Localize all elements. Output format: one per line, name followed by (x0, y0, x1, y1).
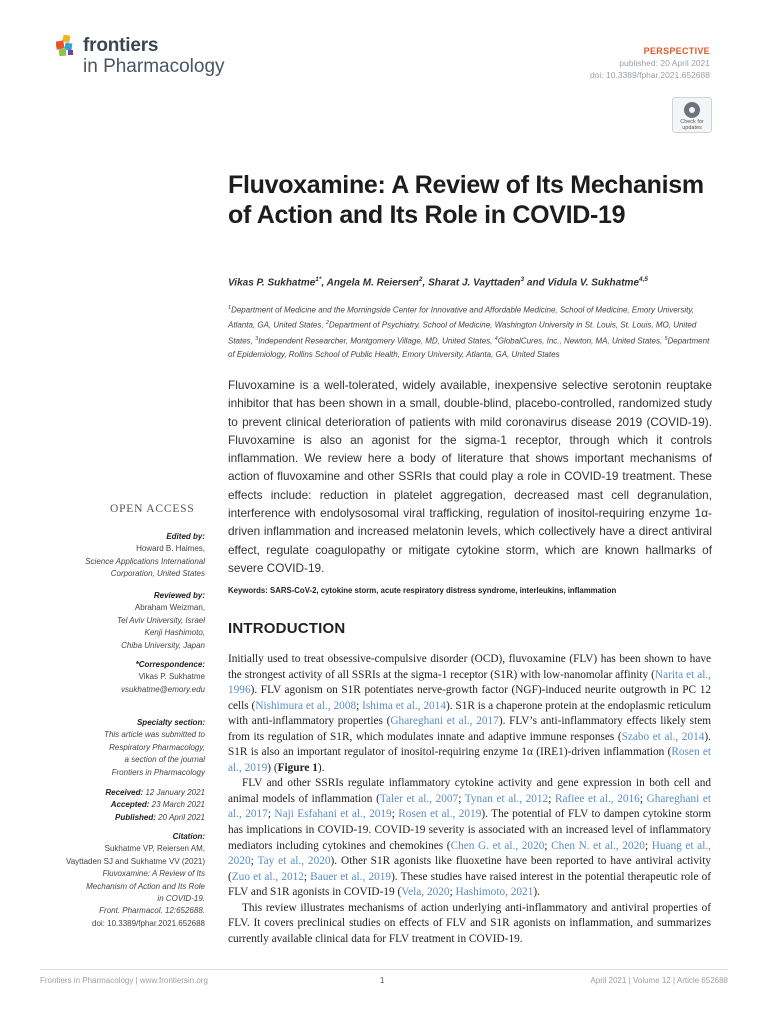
citation-link[interactable]: Nishimura et al., 2008 (255, 699, 357, 712)
received-date: 12 January 2021 (145, 788, 205, 797)
citation-link[interactable]: Bauer et al., 2019 (310, 870, 392, 883)
figure-ref-link[interactable]: Figure 1 (277, 761, 318, 774)
citation-link[interactable]: Ghareghani et al., 2017 (390, 715, 499, 728)
author-sup: 2 (418, 276, 423, 283)
specialty-label: Specialty section: (136, 718, 205, 727)
author-name[interactable]: Angela M. Reiersen (326, 277, 419, 289)
brand-line1: frontiers (83, 35, 159, 56)
brand-line2: in Pharmacology (83, 56, 225, 77)
correspondence-name: Vikas P. Sukhatme (138, 672, 205, 682)
keywords (228, 586, 712, 595)
affiliation: Department of Epidemiology, Rollins School of Public Health, Emory University, Atlanta, GA, United States (228, 336, 710, 360)
paragraph: Initially used to treat obsessive-compulsive disorder (OCD), fluvoxamine (FLV) has been shown to have the strongest activity of all SSRIs at the sigma-1 receptor (S1R) with low-nanomolar affinity (Narita et al., 1996). FLV agonism on S1R potentiates nerve-growth factor (NGF)-induced neurite outgrowth in PC 12 cells (Nishimura et al., 2008; Ishima et al., 2014). S1R is a chaperone protein at the endoplasmic reticulum with anti-inflammatory properties (Ghareghani et al., 2017). FLV’s anti-inflammatory effects likely stem from its regulation of S1R, which modulates innate and adaptive immune responses (Szabo et al., 2014). S1R is also an important regulator of inositol-requiring enzyme 1α (IRE1)-driven inflammation (Rosen et al., 2019) (Figure 1). (228, 653, 712, 774)
affil-sup: 3 (255, 335, 259, 342)
citation-link[interactable]: Hashimoto, 2021 (455, 886, 534, 899)
keywords-list: SARS-CoV-2, cytokine storm, acute respiratory distress syndrome, interleukins, inflammation (270, 586, 617, 595)
article-meta (590, 45, 710, 81)
editor-line: Science Applications International (85, 556, 205, 566)
reviewer-line: Kenji Hashimoto, (144, 628, 205, 638)
abstract: Fluvoxamine is a well-tolerated, widely available, inexpensive selective serotonin reuptake inhibitor that has been shown in a small, double-blind, placebo-controlled, randomized study to prevent clinical deterioration of patients with mild coronavirus disease 2019 (COVID-19). Fluvoxamine is also an agonist for the sigma-1 receptor, through which it controls inflammation. We review here a body of literature that shows important mechanisms of action of fluvoxamine and other SSRIs that could play a role in COVID-19 treatment. These effects include: reduction in platelet aggregation, decreased mast cell degranulation, interference with endolysosomal viral trafficking, regulation of inositol-requiring enzyme 1α-driven inflammation and increased melatonin levels, which collectively have a direct antiviral effect, regulate coagulopathy or mitigate cytokine storm, which are known hallmarks of severe COVID-19. (228, 378, 712, 575)
citation-line: Sukhatme VP, Reiersen AM, (104, 844, 205, 854)
reviewer-line: Chiba University, Japan (121, 640, 205, 650)
affil-sup: 5 (664, 335, 668, 342)
correspondence-label: *Correspondence: (135, 660, 205, 669)
published-label: Published: (115, 812, 156, 822)
author-sup: 1* (315, 276, 322, 283)
citation-link[interactable]: Huang et al., 2020 (228, 839, 711, 868)
citation-block (45, 831, 205, 930)
footer-journal[interactable]: Frontiers in Pharmacology | www.frontiersin.org (40, 976, 208, 985)
citation-link[interactable]: Chen G. et al., 2020 (450, 839, 545, 852)
author-list: Vikas P. Sukhatme$^{1*}$, Angela M. Reiersen$^2$, Sharat J. Vayttaden$^3$ and Vidula V. Sukhatme$^{4,5}$ (228, 276, 649, 289)
doi-link[interactable]: doi: 10.3389/fphar.2021.652688 (589, 70, 710, 80)
accepted-label: Accepted: (110, 800, 150, 810)
article-title: Fluvoxamine: A Review of Its Mechanism of Action and Its Role in COVID-19 (228, 171, 704, 229)
citation-line: in COVID-19. (157, 894, 205, 904)
author-name[interactable]: Sharat J. Vayttaden (428, 277, 521, 289)
reviewed-by-block (45, 590, 205, 652)
citation-link[interactable]: Taler et al., 2007 (379, 792, 459, 805)
reviewer-line: Tel Aviv University, Israel (116, 615, 205, 625)
affiliation: GlobalCures, Inc., Newton, MA, United States, (497, 336, 665, 346)
affil-sup: 4 (494, 335, 498, 342)
accepted-date: 23 March 2021 (151, 800, 205, 810)
page-number: 1 (380, 976, 385, 985)
citation-link[interactable]: Narita et al., 1996 (228, 668, 711, 697)
citation-link[interactable]: Tynan et al., 2012 (464, 792, 549, 805)
footer-divider (40, 969, 728, 970)
dates-block (45, 787, 205, 824)
received-label: Received: (105, 788, 144, 797)
check-updates-icon (684, 102, 700, 118)
citation-doi[interactable]: doi: 10.3389/fphar.2021.652688 (92, 918, 205, 928)
correspondence-block (45, 659, 205, 696)
reviewed-by-label: Reviewed by: (153, 591, 205, 600)
author-sup: 3 (520, 276, 525, 283)
affiliations (228, 302, 712, 362)
correspondence-email[interactable]: vsukhatme@emory.edu (120, 684, 205, 694)
introduction-body (228, 652, 711, 947)
citation-link[interactable]: Rosen et al., 2019 (398, 808, 482, 821)
affil-sup: 1 (228, 305, 232, 311)
affiliation: Independent Researcher, Montgomery Village, MD, United States, (258, 336, 495, 346)
editor-line: Corporation, United States (110, 569, 205, 579)
check-updates-label: Check for updates (680, 119, 704, 131)
edited-by-block (45, 531, 205, 581)
paragraph: This review illustrates mechanisms of action underlying anti-inflammatory and antiviral properties of FLV. It covers preclinical studies on effects of FLV and S1R agonists on inflammation, and summarizes currently available clinical data for FLV treatment in COVID-19. (228, 901, 711, 945)
citation-link[interactable]: Ghareghani et al., 2017 (228, 792, 712, 821)
published-date: published: 20 April 2021 (619, 58, 710, 68)
citation-label: Citation: (172, 832, 205, 841)
author-name[interactable]: Vidula V. Sukhatme (547, 277, 640, 289)
paragraph: FLV and other SSRIs regulate inflammatory cytokine activity and gene expression in both cell and animal models of inflammation (Taler et al., 2007; Tynan et al., 2012; Rafiee et al., 2016; Ghareghani et al., 2017; Naji Esfahani et al., 2019; Rosen et al., 2019). The potential of FLV to dampen cytokine storm has implications in COVID-19. COVID-19 severity is associated with an increased level of inflammatory mediators including cytokines and chemokines (Chen G. et al., 2020; Chen N. et al., 2020; Huang et al., 2020; Tay et al., 2020). Other S1R agonists like fluoxetine have been reported to have antiviral activity (Zuo et al., 2012; Bauer et al., 2019). These studies have raised interest in the potential therapeutic role of FLV and S1R agonists in COVID-19 (Vela, 2020; Hashimoto, 2021). (228, 777, 712, 899)
article-type: PERSPECTIVE (643, 46, 710, 56)
citation-link[interactable]: Naji Esfahani et al., 2019 (274, 808, 392, 821)
author-name[interactable]: Vikas P. Sukhatme (228, 277, 316, 289)
citation-line: Front. Pharmacol. 12:652688. (99, 906, 205, 916)
author-sup: 4,5 (639, 276, 649, 283)
citation-link[interactable]: Chen N. et al., 2020 (551, 839, 645, 852)
citation-link[interactable]: Szabo et al., 2014 (621, 730, 705, 743)
specialty-block (45, 717, 205, 779)
specialty-line: This article was submitted to (104, 730, 205, 740)
open-access-label: OPEN ACCESS (110, 503, 195, 515)
citation-line: Vayttaden SJ and Sukhatme VV (2021) (65, 856, 205, 866)
published-sidebar-date: 20 April 2021 (158, 812, 205, 822)
citation-link[interactable]: Rafiee et al., 2016 (554, 792, 640, 805)
editor-line: Howard B. Haimes, (136, 544, 205, 554)
citation-link[interactable]: Ishima et al., 2014 (362, 699, 446, 712)
specialty-line: Frontiers in Pharmacology (111, 767, 205, 777)
frontiers-logo-icon (56, 35, 78, 57)
citation-link[interactable]: Tay et al., 2020 (257, 855, 331, 868)
reviewer-line: Abraham Weizman, (134, 603, 205, 613)
citation-link[interactable]: Rosen et al., 2019 (228, 746, 711, 774)
journal-logo-text[interactable] (83, 36, 225, 76)
keywords-label: Keywords: (228, 586, 268, 595)
specialty-line: a section of the journal (124, 755, 205, 765)
affiliation: Department of Psychiatry, School of Medicine, Washington University in St. Louis, St. Louis, MO, United States, (228, 321, 697, 346)
affil-sup: 2 (325, 320, 329, 327)
edited-by-label: Edited by: (166, 532, 205, 541)
citation-link[interactable]: Zuo et al., 2012 (231, 870, 304, 883)
citation-link[interactable]: Vela, 2020 (401, 886, 450, 899)
affiliation: Department of Medicine and the Morningside Center for Innovative and Affordable Medicine, School of Medicine, Emory University, Atlanta, GA, United States, (228, 305, 694, 331)
section-heading-introduction: INTRODUCTION (228, 620, 346, 637)
citation-line: Fluvoxamine: A Review of Its (102, 869, 205, 879)
specialty-line: Respiratory Pharmacology, (109, 742, 205, 752)
check-for-updates-button[interactable] (672, 97, 712, 133)
citation-line: Mechanism of Action and Its Role (86, 881, 205, 891)
footer-issue: April 2021 | Volume 12 | Article 652688 (590, 976, 728, 985)
